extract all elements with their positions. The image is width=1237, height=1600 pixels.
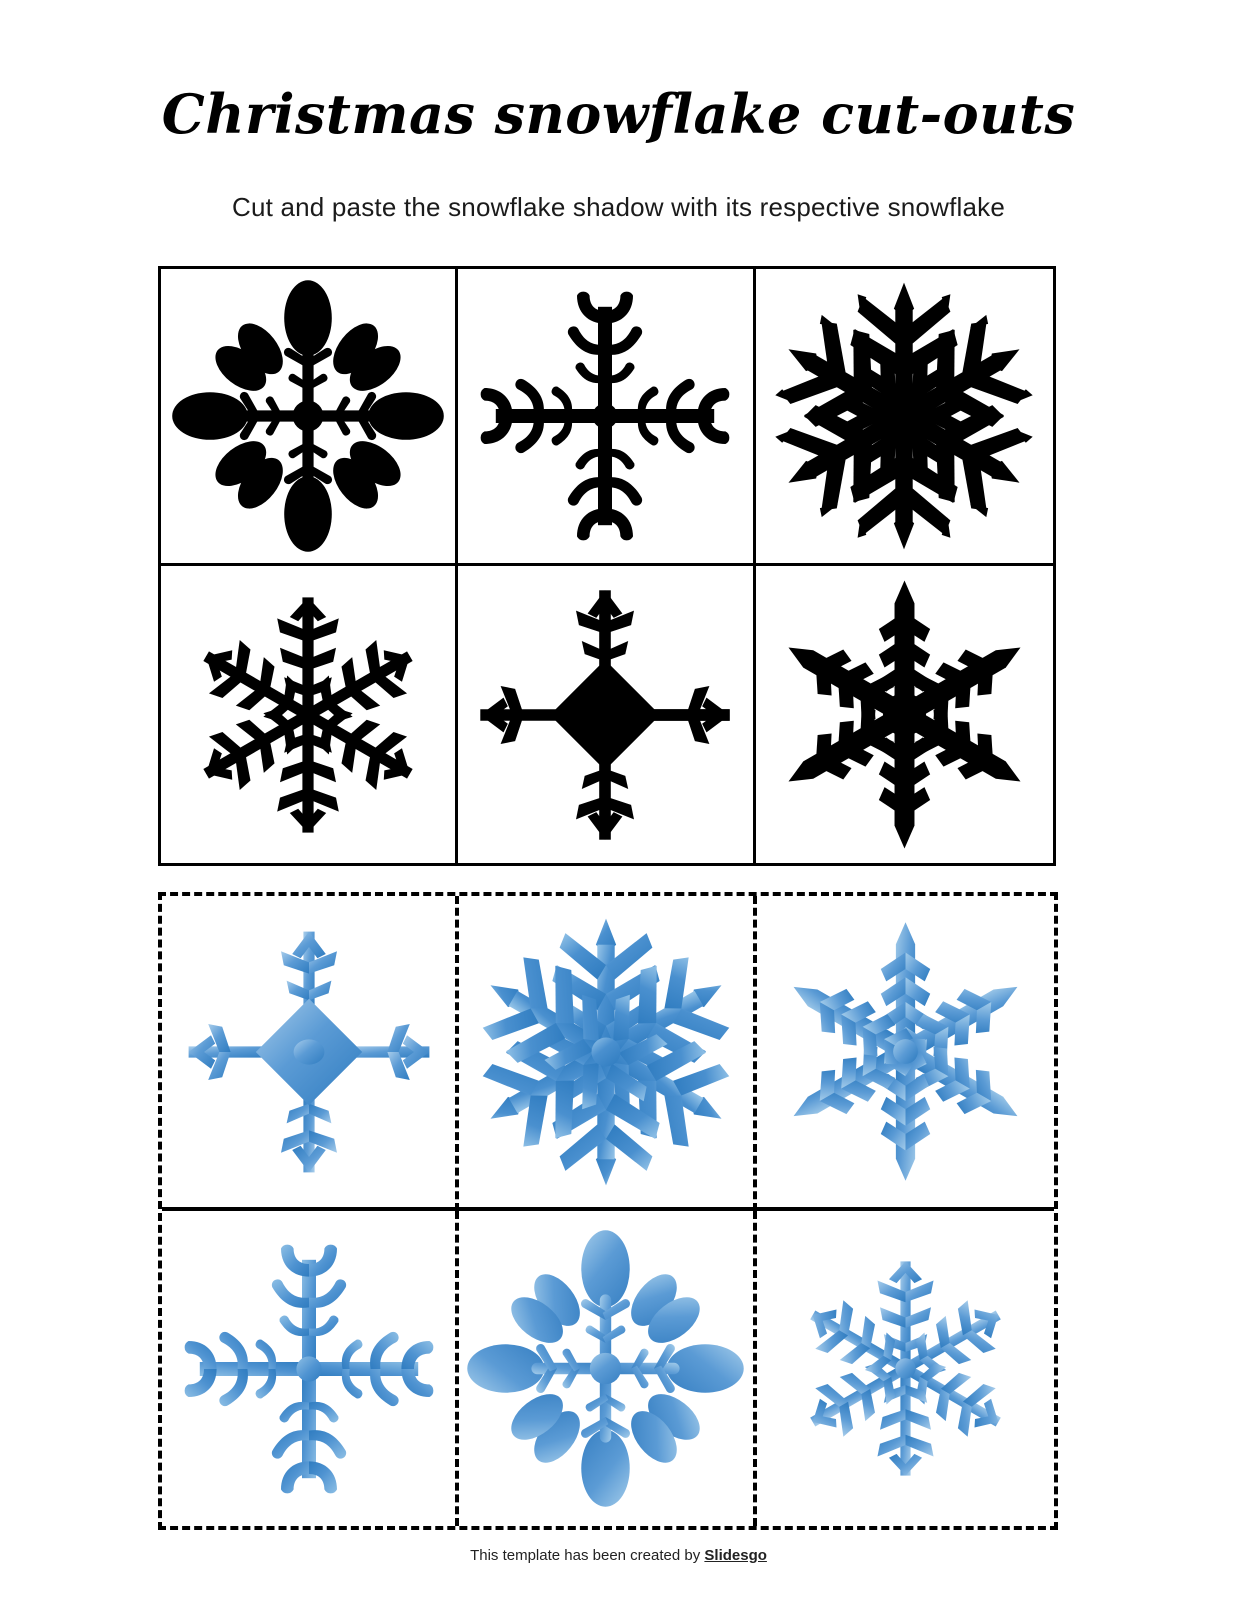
footer-credit (0, 1547, 1237, 1564)
feather-fern-snowflake-shadow-icon (762, 572, 1047, 857)
shadow-cell-diamond[interactable] (458, 566, 755, 863)
shadow-cell-spiky[interactable] (756, 269, 1053, 566)
crescent-tip-snowflake-shadow-icon (465, 276, 745, 556)
feather-fern-watercolor-snowflake-icon (768, 914, 1043, 1189)
snowflake-shadow-grid (158, 266, 1056, 866)
shadow-cell-crescent[interactable] (458, 269, 755, 566)
cutout-cell-paddle[interactable] (459, 1211, 756, 1526)
cutout-cell-feather[interactable] (757, 896, 1054, 1211)
cutout-cell-spiky[interactable] (459, 896, 756, 1211)
diamond-center-snowflake-shadow-icon (460, 570, 750, 860)
shadow-cell-arrow[interactable] (161, 566, 458, 863)
footer-brand-link[interactable]: Slidesgo (704, 1547, 767, 1564)
page-title: Christmas snowflake cut-outs (161, 82, 1076, 146)
page-subtitle: Cut and paste the snowflake shadow with its respective snowflake (232, 192, 1005, 222)
spiky-star-watercolor-snowflake-icon (461, 907, 751, 1197)
cutout-cell-arrow[interactable] (757, 1211, 1054, 1526)
paddle-petal-watercolor-snowflake-icon (463, 1226, 748, 1511)
diamond-center-watercolor-snowflake-icon (169, 912, 449, 1192)
cutout-cell-diamond[interactable] (162, 896, 459, 1211)
arrow-branch-watercolor-snowflake-icon (778, 1241, 1033, 1496)
crescent-tip-watercolor-snowflake-icon (169, 1229, 449, 1509)
snowflake-cutout-grid (158, 892, 1058, 1530)
arrow-branch-snowflake-shadow-icon (168, 575, 448, 855)
shadow-cell-paddle[interactable] (161, 269, 458, 566)
footer-text: This template has been created by (470, 1547, 705, 1564)
spiky-star-snowflake-shadow-icon (759, 271, 1049, 561)
cutout-cell-crescent[interactable] (162, 1211, 459, 1526)
shadow-cell-feather[interactable] (756, 566, 1053, 863)
paddle-petal-snowflake-shadow-icon (168, 276, 448, 556)
